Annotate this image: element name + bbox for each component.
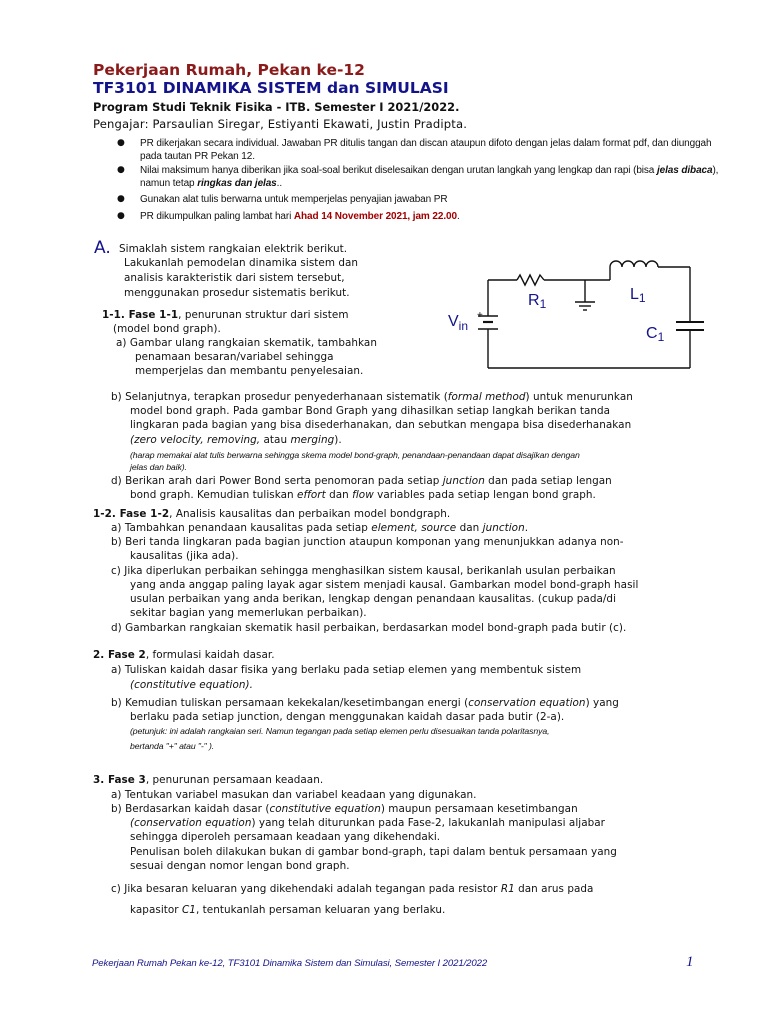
item-1-1-b-cont: model bond graph. Pada gambar Bond Graph yang dihasilkan setiap langkah berikan tanda	[130, 405, 611, 417]
vin-label: $V_{in}$	[448, 313, 469, 333]
item-1-2-a: a) Tambahkan penandaan kausalitas pada setiap element, source dan junction.	[111, 522, 529, 534]
rlc-circuit-diagram	[440, 250, 730, 380]
item-1-1-b-cont: lingkaran pada bagian yang bisa disederhanakan, dan sebutkan mengapa bisa disederhanakan	[130, 419, 632, 431]
c1-label: C1	[646, 325, 665, 344]
item-3-a: a) Tentukan variabel masukan dan variabel keadaan yang digunakan.	[111, 789, 477, 801]
item-3-b-cont: sesuai dengan nomor lengan bond graph.	[130, 860, 350, 872]
item-1-2-c-cont: usulan perbaikan yang anda berikan, lengkap dengan penandaan kausalitas. (cukup pada/di	[130, 593, 617, 605]
bullet-dot-icon: ●	[117, 165, 125, 175]
bullet-dot-icon: ●	[117, 211, 125, 221]
page-number: 1	[686, 954, 694, 970]
deadline: Ahad 14 November 2021, jam 22.00	[293, 211, 457, 222]
item-1-2-d: d) Gambarkan rangkaian skematik hasil perbaikan, berdasarkan model bond-graph pada butir (c).	[111, 622, 627, 634]
program-line: Program Studi Teknik Fisika - ITB. Semester I 2021/2022.	[93, 100, 460, 114]
item-2-b: b) Kemudian tuliskan persamaan kekekalan/kesetimbangan energi (conservation equation) yang	[111, 697, 619, 709]
resistor-icon	[517, 275, 544, 285]
note-1-1: (harap memakai alat tulis berwarna sehingga skema model bond-graph, penandaan-penandaan dapat disajikan dengan	[130, 450, 580, 460]
phase-2-heading: 2. Fase 2, formulasi kaidah dasar.	[93, 649, 275, 661]
item-1-2-b: b) Beri tanda lingkaran pada bagian junction ataupun komponan yang menunjukkan adanya non-	[111, 536, 624, 548]
item-2-a-cont: (constitutive equation).	[130, 679, 253, 691]
l1-label: L1	[630, 286, 646, 305]
item-3-b-cont: sehingga diperoleh persamaan keadaan yang dikehendaki.	[130, 831, 441, 843]
intro-line: analisis karakteristik dari sistem tersebut,	[124, 272, 345, 284]
item-1-1-d-cont: bond graph. Kemudian tuliskan effort dan flow variables pada setiap lengan bond graph.	[130, 489, 596, 501]
instruction-bullet-3: Gunakan alat tulis berwarna untuk memperjelas penyajian jawaban PR	[140, 194, 448, 205]
item-3-b-cont: (conservation equation) yang telah diturunkan pada Fase-2, lakukanlah manipulasi aljabar	[130, 817, 606, 829]
item-1-1-b: b) Selanjutnya, terapkan prosedur penyederhanaan sistematik (formal method) untuk menurunkan	[111, 391, 633, 403]
item-2-a: a) Tuliskan kaidah dasar fisika yang berlaku pada setiap elemen yang membentuk sistem	[111, 664, 582, 676]
bullet-dot-icon: ●	[117, 194, 125, 204]
r1-label: R1	[528, 292, 547, 311]
item-1-1-a-cont: memperjelas dan membantu penyelesaian.	[135, 365, 364, 377]
bullet-dot-icon: ●	[117, 138, 125, 148]
phase-1-2-heading: 1-2. Fase 1-2, Analisis kausalitas dan perbaikan model bondgraph.	[93, 508, 451, 520]
inductor-icon	[610, 261, 658, 267]
item-1-2-c: c) Jika diperlukan perbaikan sehingga menghasilkan sistem kausal, berikanlah usulan perbaikan	[111, 565, 616, 577]
item-3-b: b) Berdasarkan kaidah dasar (constitutive equation) maupun persamaan kesetimbangan	[111, 803, 578, 815]
instruction-bullet-4: PR dikumpulkan paling lambat hari Ahad 14 November 2021, jam 22.00.	[140, 211, 460, 222]
document-title: Pekerjaan Rumah, Pekan ke-12	[93, 61, 365, 79]
note-2-cont: bertanda "+" atau "-" ).	[130, 741, 215, 751]
note-2: (petunjuk: ini adalah rangkaian seri. Namun tegangan pada setiap elemen perlu disesuaikan tanda polaritasnya,	[130, 726, 550, 736]
item-1-1-a: a) Gambar ulang rangkaian skematik, tambahkan	[116, 337, 377, 349]
instruction-bullet-1: PR dikerjakan secara individual. Jawaban PR ditulis tangan dan discan ataupun difoto dengan jelas dalam format pdf, dan diunggah pada tautan PR Pekan 12.	[140, 138, 712, 162]
intro-line: Simaklah sistem rangkaian elektrik berikut.	[119, 243, 348, 255]
plus-sign: +	[477, 310, 483, 321]
item-1-1-d: d) Berikan arah dari Power Bond serta penomoran pada setiap junction dan pada setiap lengan	[111, 475, 612, 487]
note-1-1-cont: jelas dan baik).	[130, 462, 187, 472]
item-1-2-c-cont: sekitar bagian yang memerlukan perbaikan).	[130, 607, 367, 619]
teachers-line: Pengajar: Parsaulian Siregar, Estiyanti Ekawati, Justin Pradipta.	[93, 117, 468, 131]
intro-line: menggunakan prosedur sistematis berikut.	[124, 287, 350, 299]
item-2-b-cont: berlaku pada setiap junction, dengan menggunakan kaidah dasar pada butir (2-a).	[130, 711, 565, 723]
item-3-c: c) Jika besaran keluaran yang dikehendaki adalah tegangan pada resistor R1 dan arus pada	[111, 883, 594, 895]
instruction-bullet-2: Nilai maksimum hanya diberikan jika soal-soal berikut diselesaikan dengan urutan langkah yang lengkap dan rapi (bisa jelas dibaca), namun tetap ringkas dan jelas..	[140, 165, 719, 189]
phase-3-heading: 3. Fase 3, penurunan persamaan keadaan.	[93, 774, 324, 786]
page-footer: Pekerjaan Rumah Pekan ke-12, TF3101 Dinamika Sistem dan Simulasi, Semester I 2021/2022	[92, 958, 488, 969]
item-1-2-b-cont: kausalitas (jika ada).	[130, 550, 239, 562]
phase-1-1-heading: 1-1. Fase 1-1, penurunan struktur dari sistem	[102, 309, 349, 321]
item-1-2-c-cont: yang anda anggap paling layak agar sistem menjadi kausal. Gambarkan model bond-graph hasil	[130, 579, 639, 591]
phase-1-1-heading-cont: (model bond graph).	[113, 323, 221, 335]
course-title: TF3101 DINAMIKA SISTEM dan SIMULASI	[93, 79, 449, 97]
item-1-1-a-cont: penamaan besaran/variabel sehingga	[135, 351, 334, 363]
section-a-letter: A.	[94, 238, 111, 258]
item-1-1-b-cont: (zero velocity, removing, atau merging).	[130, 434, 342, 446]
intro-line: Lakukanlah pemodelan dinamika sistem dan	[124, 257, 359, 269]
item-3-c-cont: kapasitor C1, tentukanlah persaman keluaran yang berlaku.	[130, 904, 446, 916]
item-3-b-cont: Penulisan boleh dilakukan bukan di gambar bond-graph, tapi dalam bentuk persamaan yang	[130, 846, 617, 858]
